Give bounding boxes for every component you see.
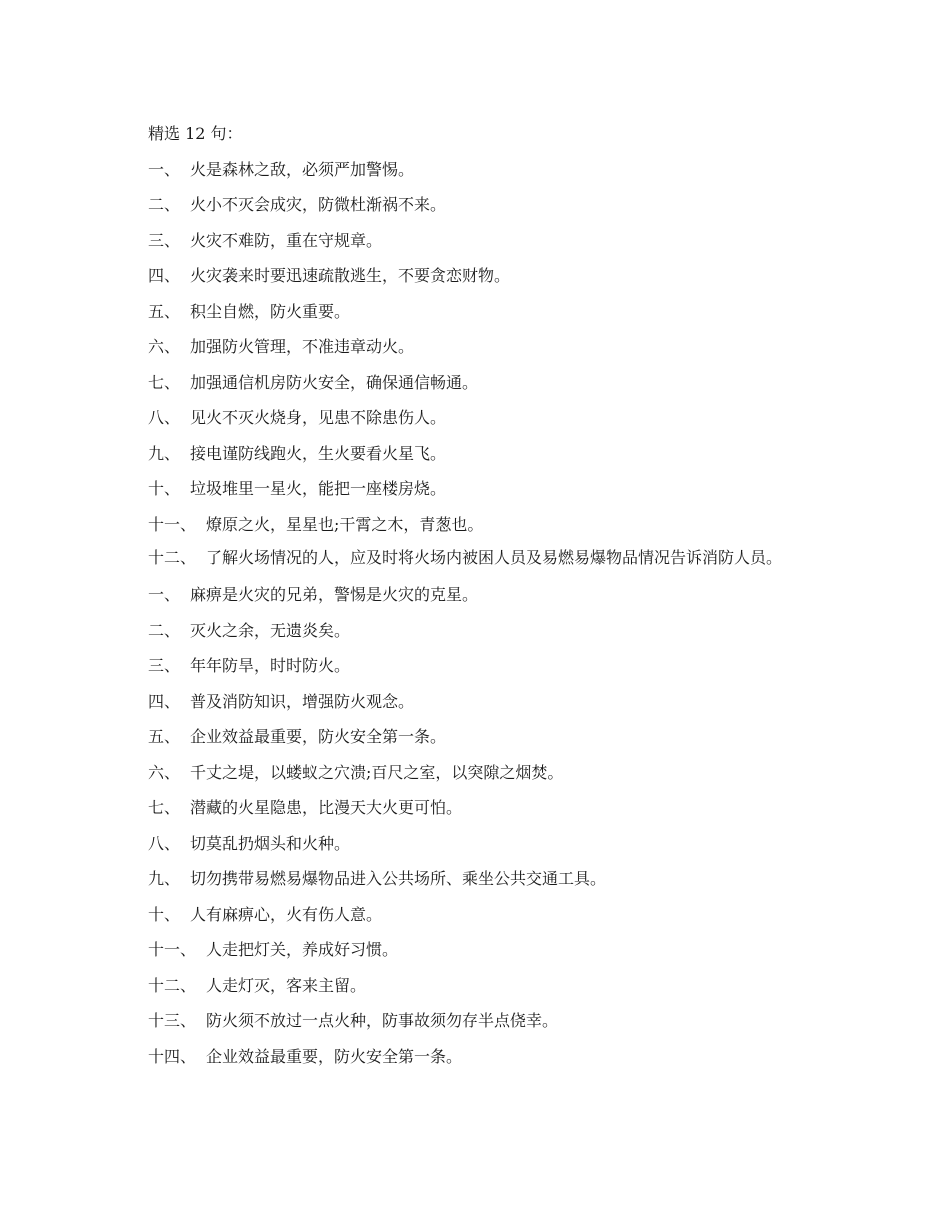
list-item: [112, 1009, 832, 1033]
list-item: [112, 371, 832, 395]
item-number: 四、: [148, 691, 181, 711]
item-text: 积尘自燃，防火重要。: [190, 301, 351, 321]
item-number: 十二、: [148, 975, 197, 995]
item-text: 燎原之火，星星也;干霄之木，青葱也。: [206, 514, 484, 534]
list-item: [112, 1045, 832, 1069]
item-number: 五、: [148, 727, 181, 746]
list-item: [112, 264, 832, 288]
list-item: [112, 229, 832, 253]
item-text: 人走灯灭，客来主留。: [206, 975, 367, 995]
item-number: 七、: [148, 372, 181, 392]
item-number: 三、: [148, 656, 181, 675]
item-text: 垃圾堆里一星火，能把一座楼房烧。: [190, 479, 447, 498]
list-item: [112, 903, 832, 927]
item-number: 八、: [148, 408, 181, 427]
item-number: 六、: [148, 762, 181, 782]
list-item: [112, 690, 832, 714]
list-item: [112, 548, 832, 568]
item-text: 企业效益最重要，防火安全第一条。: [190, 727, 447, 746]
item-number: 十一、: [148, 940, 197, 959]
item-text: 人有麻痹心，火有伤人意。: [190, 904, 383, 924]
item-text: 加强通信机房防火安全，确保通信畅通。: [190, 372, 479, 392]
list-item: [112, 832, 832, 856]
item-text: 麻痹是火灾的兄弟，警惕是火灾的克星。: [190, 585, 479, 604]
section-heading: 精选 12 句：: [148, 124, 243, 143]
item-number: 二、: [148, 620, 181, 640]
item-number: 五、: [148, 301, 181, 321]
item-number: 十一、: [148, 514, 197, 534]
item-number: 十、: [148, 904, 181, 924]
list-item: [112, 583, 832, 607]
list-item: [112, 406, 832, 430]
item-text: 火小不灭会成灾，防微杜渐祸不来。: [190, 195, 447, 214]
list-item: [112, 300, 832, 324]
item-text: 见火不灭火烧身，见患不除患伤人。: [190, 408, 447, 427]
item-number: 十、: [148, 479, 181, 498]
list-item: [112, 654, 832, 678]
item-text: 普及消防知识，增强防火观念。: [190, 691, 415, 711]
item-number: 六、: [148, 337, 181, 356]
item-number: 二、: [148, 195, 181, 214]
item-text: 灭火之余，无遗炎矣。: [190, 620, 351, 640]
list-item: [112, 477, 832, 501]
item-text: 火是森林之敌，必须严加警惕。: [190, 159, 415, 179]
list-item: [112, 938, 832, 962]
item-text: 切莫乱扔烟头和火种。: [190, 833, 351, 853]
list-item: [112, 335, 832, 359]
list-item: [112, 867, 832, 891]
list-item: [112, 974, 832, 998]
document-body: [112, 122, 832, 1080]
list-item: [112, 193, 832, 217]
item-number: 三、: [148, 230, 181, 250]
list-item: [112, 442, 832, 466]
item-text: 千丈之堤，以蝼蚁之穴溃;百尺之室，以突隙之烟焚。: [190, 762, 564, 782]
item-text: 年年防旱，时时防火。: [190, 656, 351, 675]
item-number: 七、: [148, 798, 181, 817]
item-number: 十二、: [148, 548, 197, 567]
list-item: [112, 796, 832, 820]
item-text: 企业效益最重要，防火安全第一条。: [206, 1046, 463, 1066]
list-item: [112, 761, 832, 785]
item-text: 加强防火管理，不准违章动火。: [190, 337, 415, 356]
item-text: 潜藏的火星隐患，比漫天大火更可怕。: [190, 798, 463, 817]
item-number: 八、: [148, 833, 181, 853]
item-text: 火灾不难防，重在守规章。: [190, 230, 383, 250]
item-text: 切勿携带易燃易爆物品进入公共场所、乘坐公共交通工具。: [190, 869, 607, 888]
item-text: 接电谨防线跑火，生火要看火星飞。: [190, 443, 447, 463]
item-number: 十三、: [148, 1011, 197, 1030]
item-text: 防火须不放过一点火种，防事故须勿存半点侥幸。: [206, 1011, 559, 1030]
list-item: [112, 619, 832, 643]
item-number: 一、: [148, 159, 181, 179]
item-text: 火灾袭来时要迅速疏散逃生，不要贪恋财物。: [190, 266, 511, 285]
item-number: 四、: [148, 266, 181, 285]
item-text: 人走把灯关，养成好习惯。: [206, 940, 399, 959]
item-number: 九、: [148, 443, 181, 463]
item-number: 九、: [148, 869, 181, 888]
list-item: [112, 725, 832, 749]
item-number: 十四、: [148, 1046, 197, 1066]
slogan-list: [112, 158, 832, 1069]
item-number: 一、: [148, 585, 181, 604]
item-text: 了解火场情况的人，应及时将火场内被困人员及易燃易爆物品情况告诉消防人员。: [206, 548, 783, 567]
list-item: [112, 513, 832, 537]
list-item: [112, 158, 832, 182]
